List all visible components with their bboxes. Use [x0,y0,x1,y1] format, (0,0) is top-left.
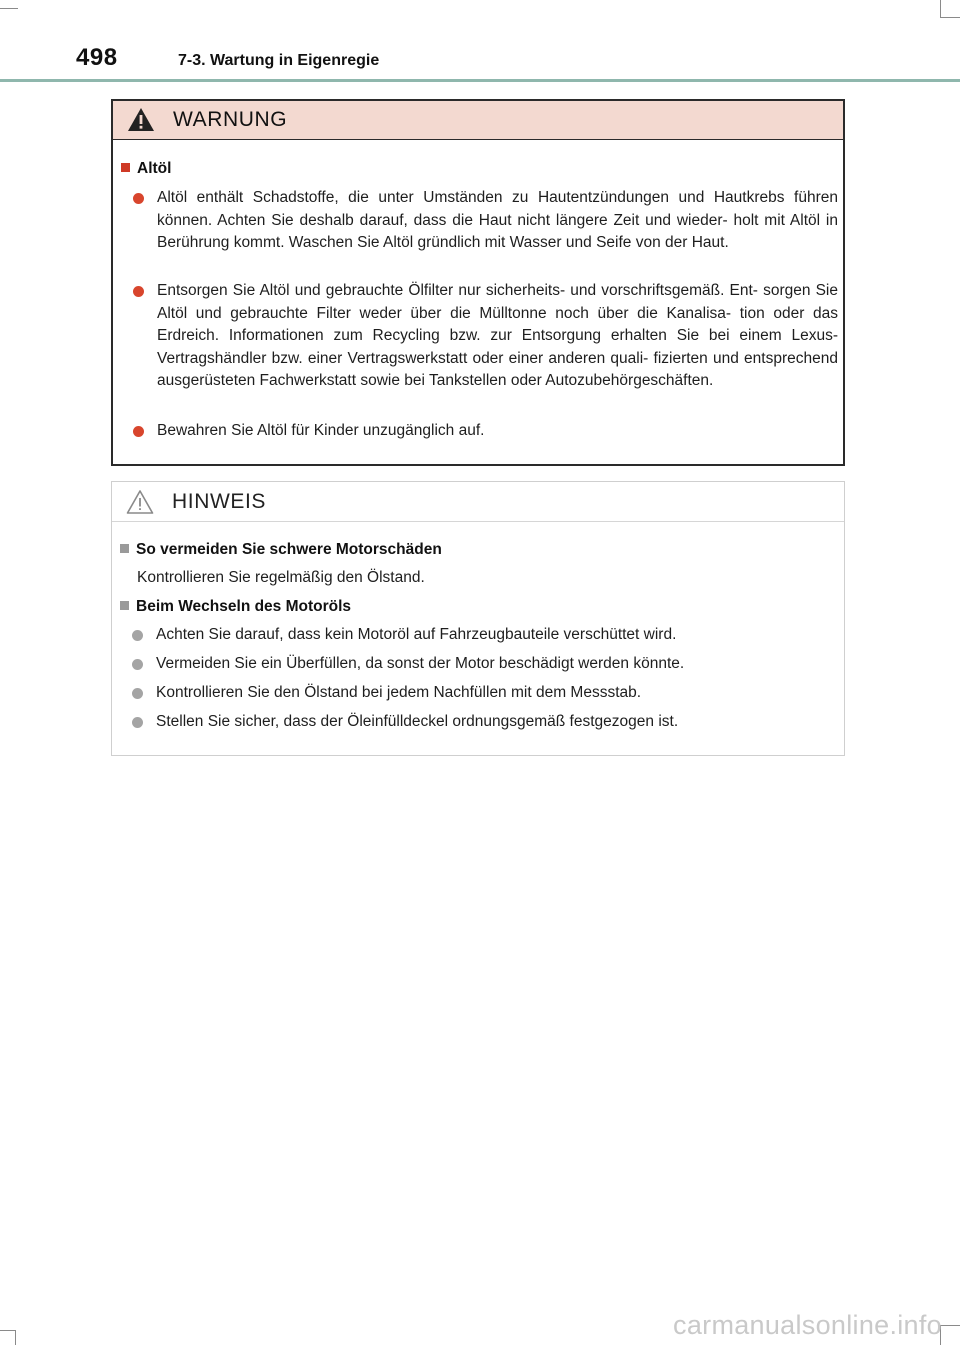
notice-title: HINWEIS [172,489,267,513]
round-bullet-icon [132,659,143,670]
square-bullet-icon [120,601,129,610]
notice-header [112,482,844,522]
round-bullet-icon [133,426,144,437]
round-bullet-icon [133,286,144,297]
warning-title: WARNUNG [173,108,288,131]
caution-triangle-outline-icon [126,489,154,515]
crop-mark [0,1330,15,1331]
warning-section-heading: Altöl [121,160,171,178]
notice-section-heading: Beim Wechseln des Motoröls [120,598,351,616]
page-header [0,0,960,82]
watermark: carmanualsonline.info [673,1310,942,1340]
list-item: Stellen Sie sicher, dass der Öleinfülldeckel ordnungsgemäß festgezogen ist. [132,711,837,734]
warning-header [113,101,843,140]
list-item: Vermeiden Sie ein Überfüllen, da sonst der Motor beschädigt werden könnte. [132,653,837,676]
warning-box [111,99,845,466]
list-item: Bewahren Sie Altöl für Kinder unzugänglich auf. [133,420,838,443]
list-item: Entsorgen Sie Altöl und gebrauchte Ölfilter nur sicherheits- und vorschriftsgemäß. Ent- sorgen Sie Altöl und gebrauchte Filter weder über die Mülltonne noch über die Kanalisa- tion oder das Erdreich. Informationen zum Recycling bzw. zur Entsorgung erhalten Sie bei einem Lexus-Vertragshändler bzw. einer Vertragswerkstatt oder einer anderen quali- fizierten und entsprechend ausgerüsteten Fachwerkstatt sowie bei Tankstellen oder Autozubehörgeschäften. [133,280,838,393]
list-item: Achten Sie darauf, dass kein Motoröl auf Fahrzeugbauteile verschüttet wird. [132,624,837,647]
list-item: Kontrollieren Sie den Ölstand bei jedem Nachfüllen mit dem Messstab. [132,682,837,705]
square-bullet-icon [121,163,130,172]
page-number: 498 [76,44,118,71]
notice-section-heading: So vermeiden Sie schwere Motorschäden [120,541,442,559]
crop-mark [15,1330,16,1345]
round-bullet-icon [132,688,143,699]
notice-section-text: Kontrollieren Sie regelmäßig den Ölstand. [137,569,425,586]
square-bullet-icon [120,544,129,553]
round-bullet-icon [132,717,143,728]
header-rule [0,79,960,82]
round-bullet-icon [132,630,143,641]
round-bullet-icon [133,193,144,204]
notice-box [111,481,845,756]
warning-triangle-icon [127,107,155,133]
section-title: 7-3. Wartung in Eigenregie [178,52,380,69]
list-item: Altöl enthält Schadstoffe, die unter Umständen zu Hautentzündungen und Hautkrebs führen können. Achten Sie deshalb darauf, dass die Haut nicht längere Zeit und wieder- holt mit Altöl in Berührung kommt. Waschen Sie Altöl gründlich mit Wasser und Seife von der Haut. [133,187,838,255]
crop-mark [941,1325,960,1326]
